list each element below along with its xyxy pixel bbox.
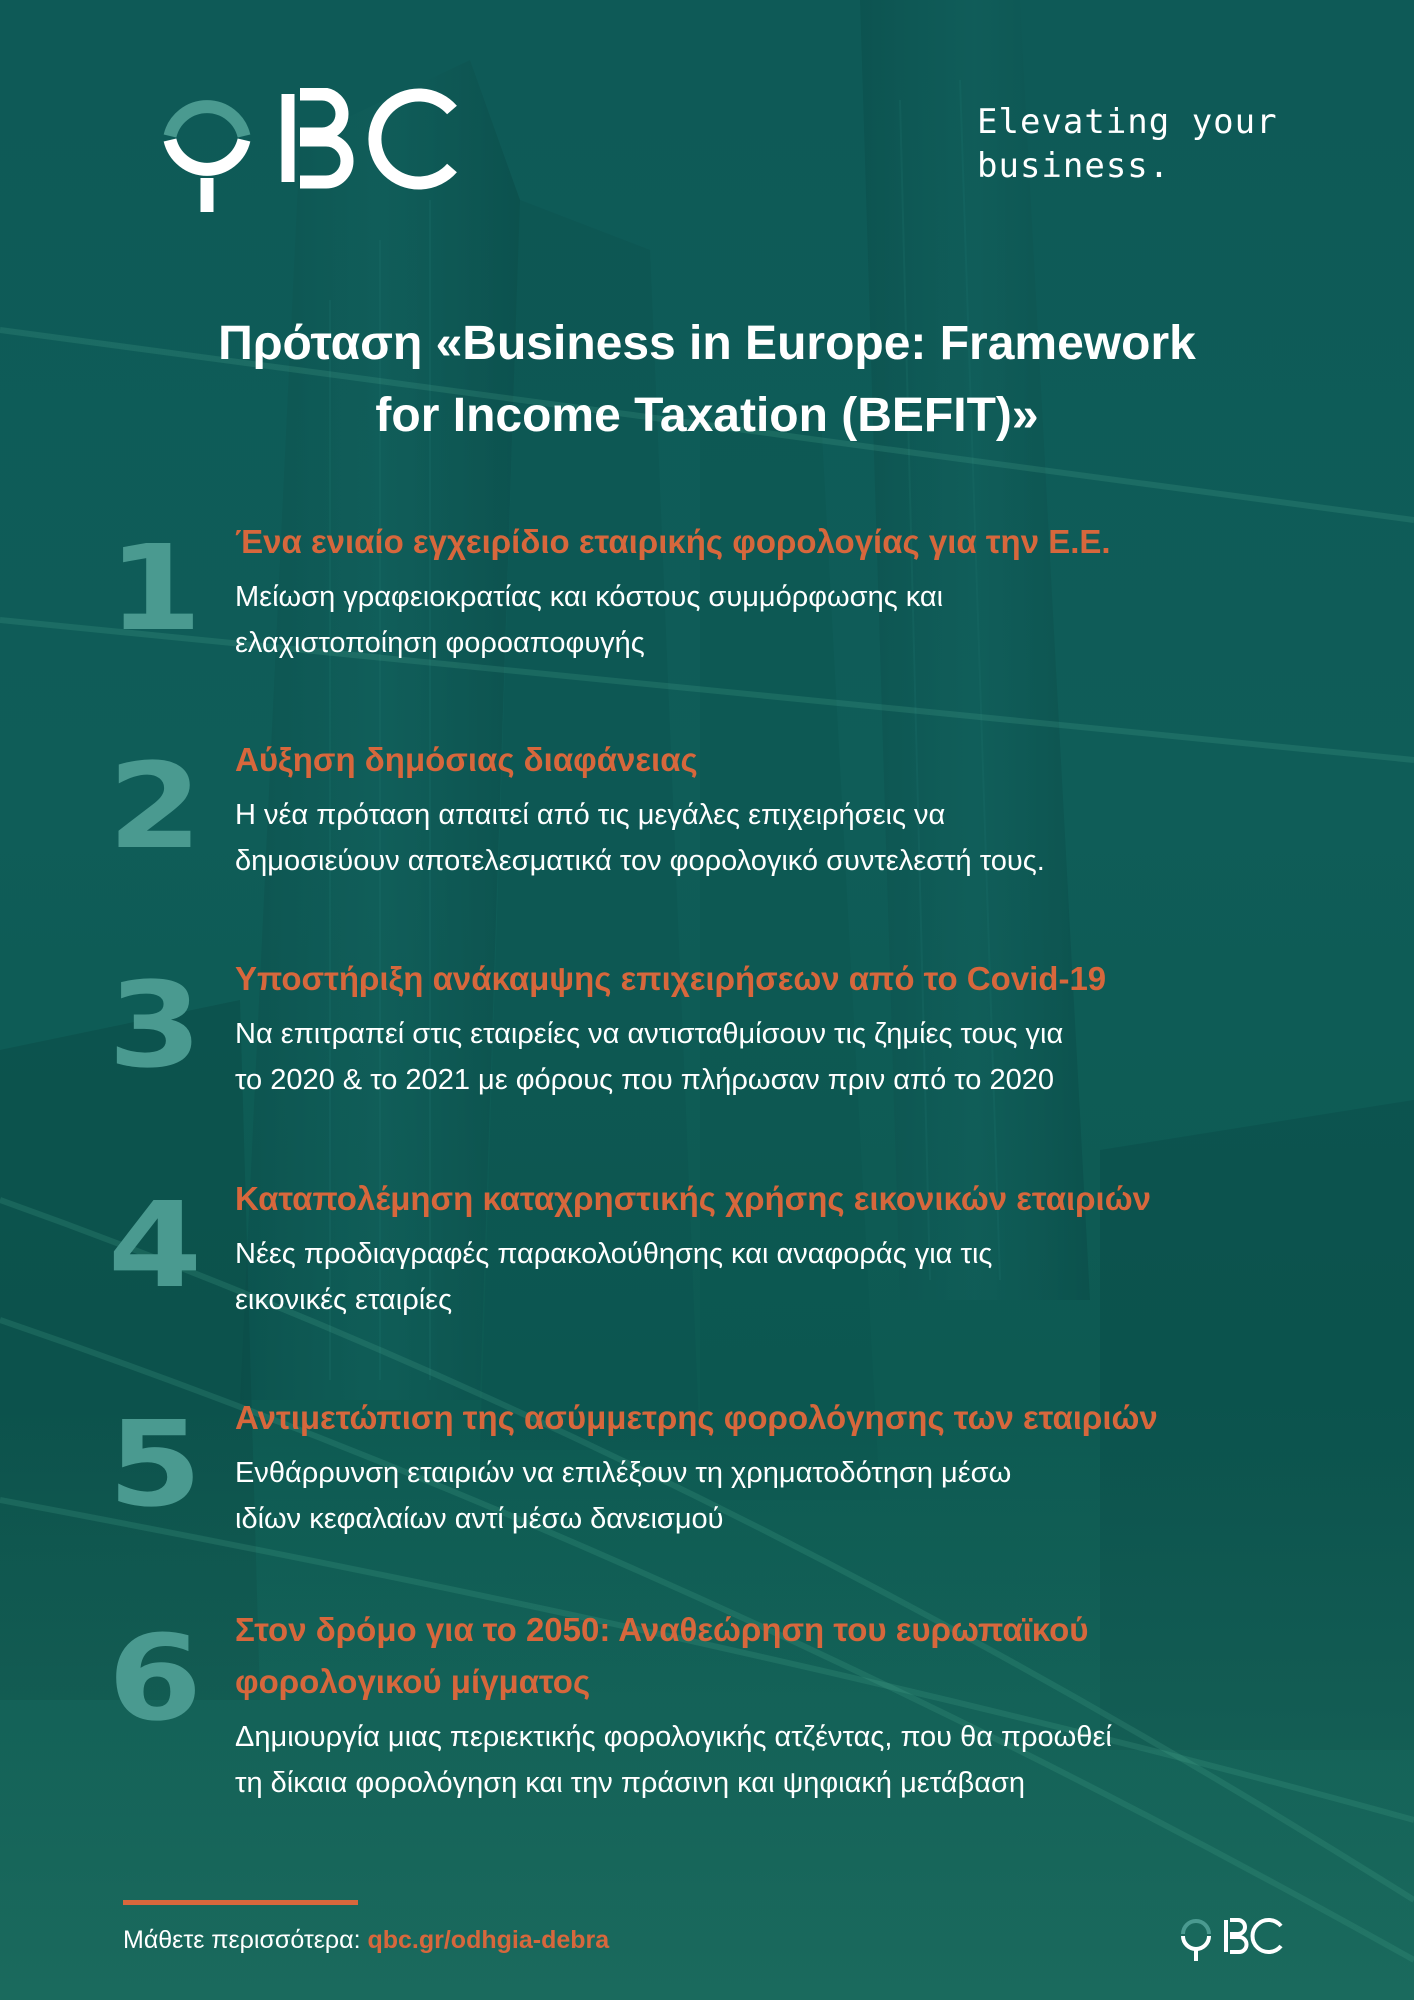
item-desc-line-1: Να επιτραπεί στις εταιρείες να αντισταθμίσουν τις ζημίες τους για — [235, 1018, 1064, 1050]
item-desc-line-1: Ενθάρρυνση εταιριών να επιλέξουν τη χρηματοδότηση μέσω — [235, 1457, 1012, 1489]
item-number: 5 — [107, 1395, 203, 1533]
learn-more-link[interactable]: qbc.gr/odhgia-debra — [367, 1926, 610, 1954]
qbc-logo-small — [1177, 1916, 1285, 1964]
item-title-line-1: Στον δρόμο για το 2050: Αναθεώρηση του ευρωπαϊκού — [235, 1611, 1089, 1648]
item-title: Ένα ενιαίο εγχειρίδιο εταιρικής φορολογίας για την Ε.Ε. — [235, 523, 1111, 560]
item-desc-line-1: Η νέα πρόταση απαιτεί από τις μεγάλες επιχειρήσεις να — [235, 799, 946, 831]
item-title: Αύξηση δημόσιας διαφάνειας — [235, 741, 698, 778]
item-number: 3 — [107, 956, 203, 1094]
tagline-line-1: Elevating your — [977, 102, 1278, 142]
item-desc-line-1: Δημιουργία μιας περιεκτικής φορολογικής ατζέντας, που θα προωθεί — [235, 1721, 1112, 1753]
item-desc-line-2: το 2020 & το 2021 με φόρους που πλήρωσαν πριν από το 2020 — [235, 1064, 1054, 1096]
item-title-line-2: φορολογικού μίγματος — [235, 1663, 591, 1700]
item-number: 6 — [107, 1609, 203, 1747]
item-number: 4 — [107, 1176, 203, 1314]
item-desc-line-2: εικονικές εταιρίες — [235, 1284, 453, 1316]
item-desc-line-2: δημοσιεύουν αποτελεσματικά τον φορολογικό συντελεστή τους. — [235, 845, 1045, 877]
tagline-line-2: business. — [977, 146, 1171, 186]
title-line-2: for Income Taxation (BEFIT)» — [375, 389, 1039, 442]
tagline — [977, 100, 1307, 188]
qbc-logo — [150, 88, 470, 218]
item-number: 1 — [107, 519, 203, 657]
item-title: Καταπολέμηση καταχρηστικής χρήσης εικονικών εταιριών — [235, 1180, 1151, 1217]
item-desc-line-1: Μείωση γραφειοκρατίας και κόστους συμμόρφωσης και — [235, 581, 944, 613]
footer-learn-more — [123, 1926, 609, 1955]
page-title — [107, 308, 1307, 452]
learn-more-label: Μάθετε περισσότερα: — [123, 1926, 368, 1954]
item-title: Αντιμετώπιση της ασύμμετρης φορολόγησης των εταιριών — [235, 1399, 1158, 1436]
item-desc-line-2: ελαχιστοποίηση φοροαποφυγής — [235, 627, 645, 659]
title-line-1: Πρόταση «Business in Europe: Framework — [218, 317, 1196, 370]
item-desc-line-2: ιδίων κεφαλαίων αντί μέσω δανεισμού — [235, 1503, 724, 1535]
footer-divider — [123, 1900, 358, 1905]
item-desc-line-2: τη δίκαια φορολόγηση και την πράσινη και ψηφιακή μετάβαση — [235, 1767, 1025, 1799]
item-title: Υποστήριξη ανάκαμψης επιχειρήσεων από το Covid-19 — [235, 960, 1107, 997]
item-desc-line-1: Νέες προδιαγραφές παρακολούθησης και αναφοράς για τις — [235, 1238, 993, 1270]
item-number: 2 — [107, 737, 203, 875]
